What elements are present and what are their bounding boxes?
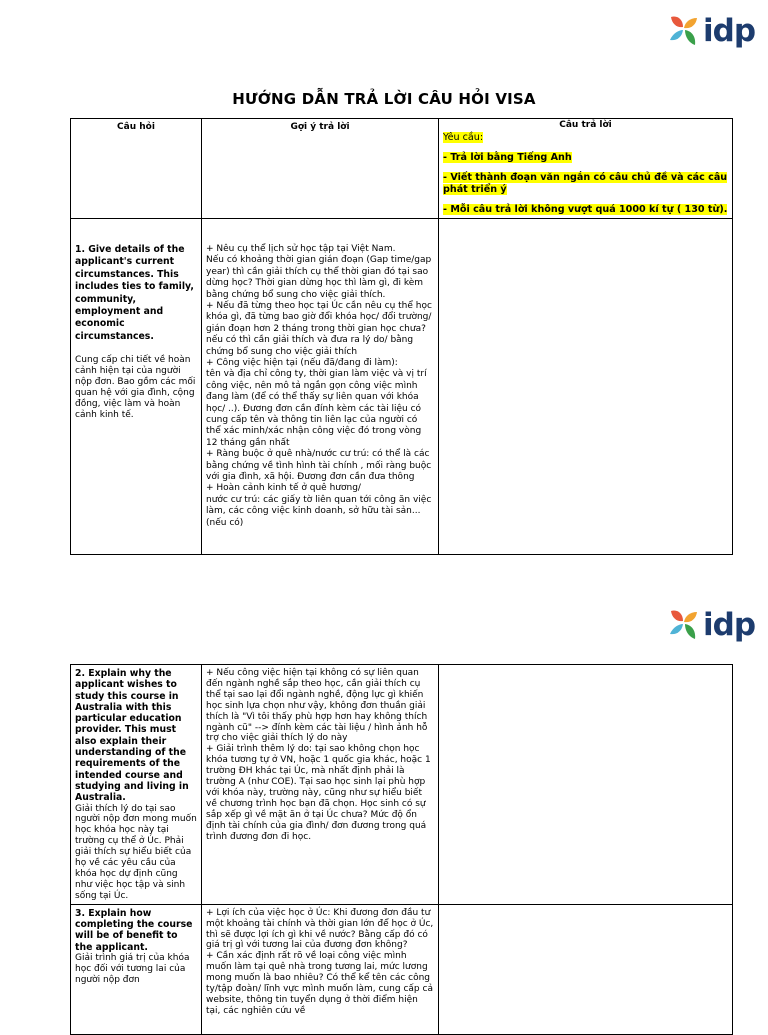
question-en: 1. Give details of the applicant's current circumstances. This includes ties to family, community, employment and economic circumstances.	[75, 243, 194, 342]
idp-logo-icon	[668, 14, 700, 48]
question-cell	[71, 665, 202, 905]
table-row	[71, 904, 733, 1034]
question-vi: Giải trình giá trị của khóa học đối với tương lai của người nộp đơn	[75, 952, 190, 985]
header-answer-cell	[439, 119, 733, 219]
header-hint: Gợi ý trả lời	[202, 119, 439, 219]
question-cell	[71, 904, 202, 1034]
idp-logo	[668, 14, 755, 48]
idp-logo-text: idp	[703, 12, 756, 49]
hint-line: + Nêu cụ thể lịch sử học tập tại Việt Nam.	[206, 243, 396, 254]
page-title: HƯỚNG DẪN TRẢ LỜI CÂU HỎI VISA	[232, 90, 536, 108]
table-row	[71, 218, 733, 554]
requirements-heading: Yêu cầu:	[443, 131, 484, 143]
hint-line: Nếu có khoảng thời gian gián đoạn (Gap time/gap year) thì cần giải thích cụ thể thời gian đó tại sao dừng học? Thời gian dừng học thì làm gì, đi kèm bằng chứng bổ sung cho việc giải thích.	[206, 255, 432, 300]
hint-line: nước cư trú: các giấy tờ liên quan tới công ăn việc làm, các công việc kinh doanh, sở hữu tài sản...(nếu có)	[206, 494, 432, 528]
questions-table-page2	[70, 664, 733, 1035]
question-en: 3. Explain how completing the course will be of benefit to the applicant.	[75, 907, 193, 953]
answer-cell[interactable]	[439, 218, 733, 554]
requirement-item: - Trả lời bằng Tiếng Anh	[443, 151, 572, 163]
hint-line: + Nếu đã từng theo học tại Úc cần nêu cụ thể học khóa gì, đã từng bao giờ đổi khóa học/ đổi trường/ gián đoạn hơn 2 tháng trong thời gian học chưa? nếu có thì cần giải thích và đưa ra lý do/ bằng chứng bổ sung cho việc giải thích	[206, 300, 432, 357]
idp-logo	[668, 608, 755, 642]
hint-line: + Giải trình thêm lý do: tại sao không chọn học khóa tương tự ở VN, hoặc 1 quốc gia khác, hoặc 1 trường ĐH khác tại Úc, mà nhất định phải là trường A (như COE). Tại sao học sinh lại phù hợp với khóa này, trường này, cũng như sự hiểu biết về chương trình học bạn đã chọn. Học sinh có sự sắp xếp gì về mặt ăn ở tại Úc chưa? Mức độ ổn định tài chính của gia đình/ đơn đương trong quá trình đương đơn đi học.	[206, 744, 431, 842]
requirement-item: - Mỗi câu trả lời không vượt quá 1000 kí tự ( 130 từ).	[443, 203, 728, 215]
hint-line: + Lợi ích của việc học ở Úc: Khi đương đơn đầu tư một khoảng tài chính và thời gian lớn để học ở Úc, thì sẽ được lợi ích gì khi về nước? Bằng cấp đó có giá trị gì với tương lai của đương đơn không?	[206, 907, 434, 951]
hint-line: + Hoàn cảnh kinh tế ở quê hương/	[206, 483, 361, 494]
hint-cell	[202, 904, 439, 1034]
answer-cell[interactable]	[439, 665, 733, 905]
header-answer: Câu trả lời	[559, 120, 612, 130]
hint-line: + Cần xác định rất rõ về loại công việc mình muốn làm tại quê nhà trong tương lai, mức lương mong muốn là bao nhiêu? Có thể kể tên các công ty/tập đoàn/ lĩnh vực mình muốn làm, cung cấp cả website, thông tin tuyển dụng ở thời điểm hiện tại, các nghiên cứu về	[206, 951, 433, 1016]
idp-logo-icon	[668, 608, 700, 642]
question-cell	[71, 218, 202, 554]
idp-logo-text: idp	[703, 606, 756, 643]
questions-table-page1	[70, 118, 733, 555]
question-en: 2. Explain why the applicant wishes to study this course in Australia with this particular education provider. This must also explain their understanding of the requirements of the intended course and studying and living in Australia.	[75, 668, 189, 804]
header-question: Câu hỏi	[71, 119, 202, 219]
table-header-row	[71, 119, 733, 219]
hint-line: + Nếu công việc hiện tại không có sự liên quan đến ngành nghề sắp theo học, cần giải thích cụ thể tại sao lại đổi ngành nghề, động lực gì khiến học sinh lựa chọn như vậy, không đơn thuần giải thích là "Vì tôi thấy phù hợp hơn hay không thích ngành cũ" --> đính kèm các tài liệu / hình ảnh hỗ trợ cho việc giải thích lý do này	[206, 668, 428, 744]
table-row	[71, 665, 733, 905]
hint-cell	[202, 218, 439, 554]
hint-cell	[202, 665, 439, 905]
hint-line: + Công việc hiện tại (nếu đã/đang đi làm):	[206, 357, 398, 368]
hint-line: tên và địa chỉ công ty, thời gian làm việc và vị trí công việc, nên mô tả ngắn gọn công việc mình đang làm (để có thể thấy sự liên quan với khóa học/ ..). Đương đơn cần đính kèm các tài liệu có cung cấp tên và thông tin liên lạc của người có thể xác minh/xác nhận công việc đó trong vòng 12 tháng gần nhất	[206, 369, 427, 448]
question-vi: Giải thích lý do tại sao người nộp đơn mong muốn học khóa học này tại trường cụ thể ở Úc. Phải giải thích sự hiểu biết của họ về các yêu cầu của khóa học dự định cũng như việc học tập và sinh sống tại Úc.	[75, 803, 197, 901]
hint-line: + Ràng buộc ở quê nhà/nước cư trú: có thể là các bằng chứng về tình hình tài chính , mối ràng buộc với gia đình, xã hội. Đương đơn cần đưa thông	[206, 449, 432, 483]
requirement-item: - Viết thành đoạn văn ngắn có câu chủ đề và các câu phát triển ý	[443, 171, 728, 195]
answer-cell[interactable]	[439, 904, 733, 1034]
question-vi: Cung cấp chi tiết về hoàn cảnh hiện tại của người nộp đơn. Bao gồm các mối quan hệ với gia đình, cộng đồng, việc làm và hoàn cảnh kinh tế.	[75, 355, 196, 420]
